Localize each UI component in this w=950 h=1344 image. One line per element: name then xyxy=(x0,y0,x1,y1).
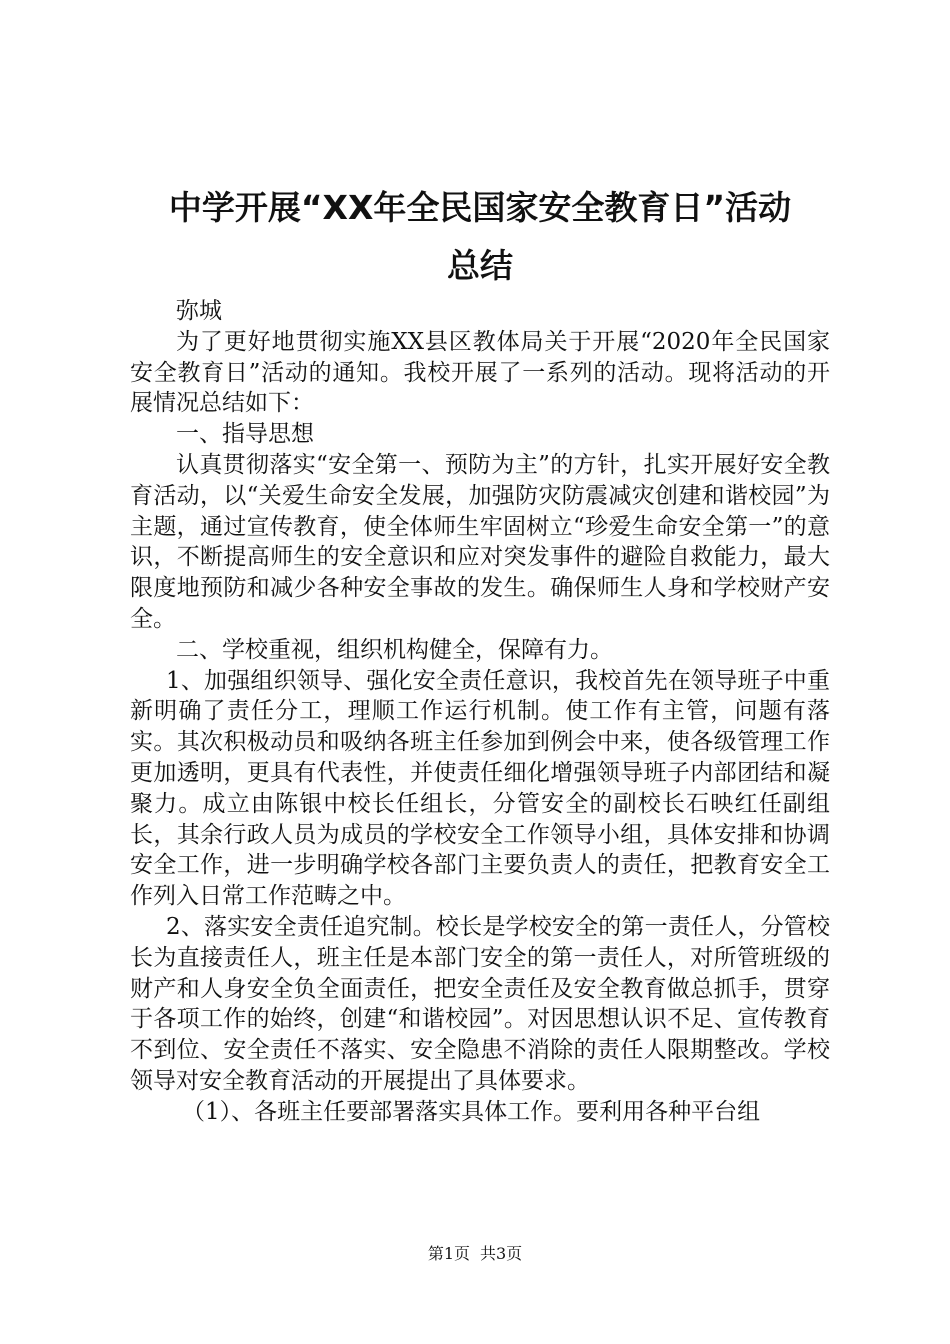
document-title-line-2: 总结 xyxy=(447,246,513,285)
section-heading-school-attention: 二、学校重视，组织机构健全，保障有力。 xyxy=(176,636,613,663)
document-title-line-1: 中学开展“XX年全民国家安全教育日”活动 xyxy=(168,188,792,227)
page-footer xyxy=(0,1244,950,1264)
paragraph-subitem-1: （1）、各班主任要部署落实具体工作。要利用各种平台组 xyxy=(182,1098,761,1125)
paragraph-item-2: 2、落实安全责任追究制。校长是学校安全的第一责任人，分管校长为直接责任人，班主任是本部门安全的第一责任人，对所管班级的财产和人身安全负全面责任，把安全责任及安全教育做总抓手，贯穿于各项工作的始终，创建“和谐校园”。对因思想认识不足、宣传教育不到位、安全责任不落实、安全隐患不消除的责任人限期整改。学校领导对安全教育活动的开展提出了具体要求。 xyxy=(130,913,830,1094)
page-total: 共3页 xyxy=(480,1244,523,1263)
author-line: 弥城 xyxy=(176,298,222,324)
paragraph-guiding-ideology: 认真贯彻落实“安全第一、预防为主”的方针，扎实开展好安全教育活动，以“关爱生命安全发展，加强防灾防震减灾创建和谐校园”为主题，通过宣传教育，使全体师生牢固树立“珍爱生命安全第一”的意识，不断提高师生的安全意识和应对突发事件的避险自救能力，最大限度地预防和减少各种安全事故的发生。确保师生人身和学校财产安全。 xyxy=(130,451,830,632)
section-heading-guiding-ideology: 一、指导思想 xyxy=(176,421,314,448)
paragraph-intro: 为了更好地贯彻实施XX县区教体局关于开展“2020年全民国家安全教育日”活动的通知。我校开展了一系列的活动。现将活动的开展情况总结如下： xyxy=(130,328,830,417)
document-body xyxy=(130,296,830,1128)
page-number: 第1页 xyxy=(427,1244,470,1263)
paragraph-item-1: 1、加强组织领导、强化安全责任意识，我校首先在领导班子中重新明确了责任分工，理顺工作运行机制。使工作有主管，问题有落实。其次积极动员和吸纳各班主任参加到例会中来，使各级管理工作更加透明，更具有代表性，并使责任细化增强领导班子内部团结和凝聚力。成立由陈银中校长任组长，分管安全的副校长石映红任副组长，其余行政人员为成员的学校安全工作领导小组，具体安排和协调安全工作，进一步明确学校各部门主要负责人的责任，把教育安全工作列入日常工作范畴之中。 xyxy=(130,667,830,910)
